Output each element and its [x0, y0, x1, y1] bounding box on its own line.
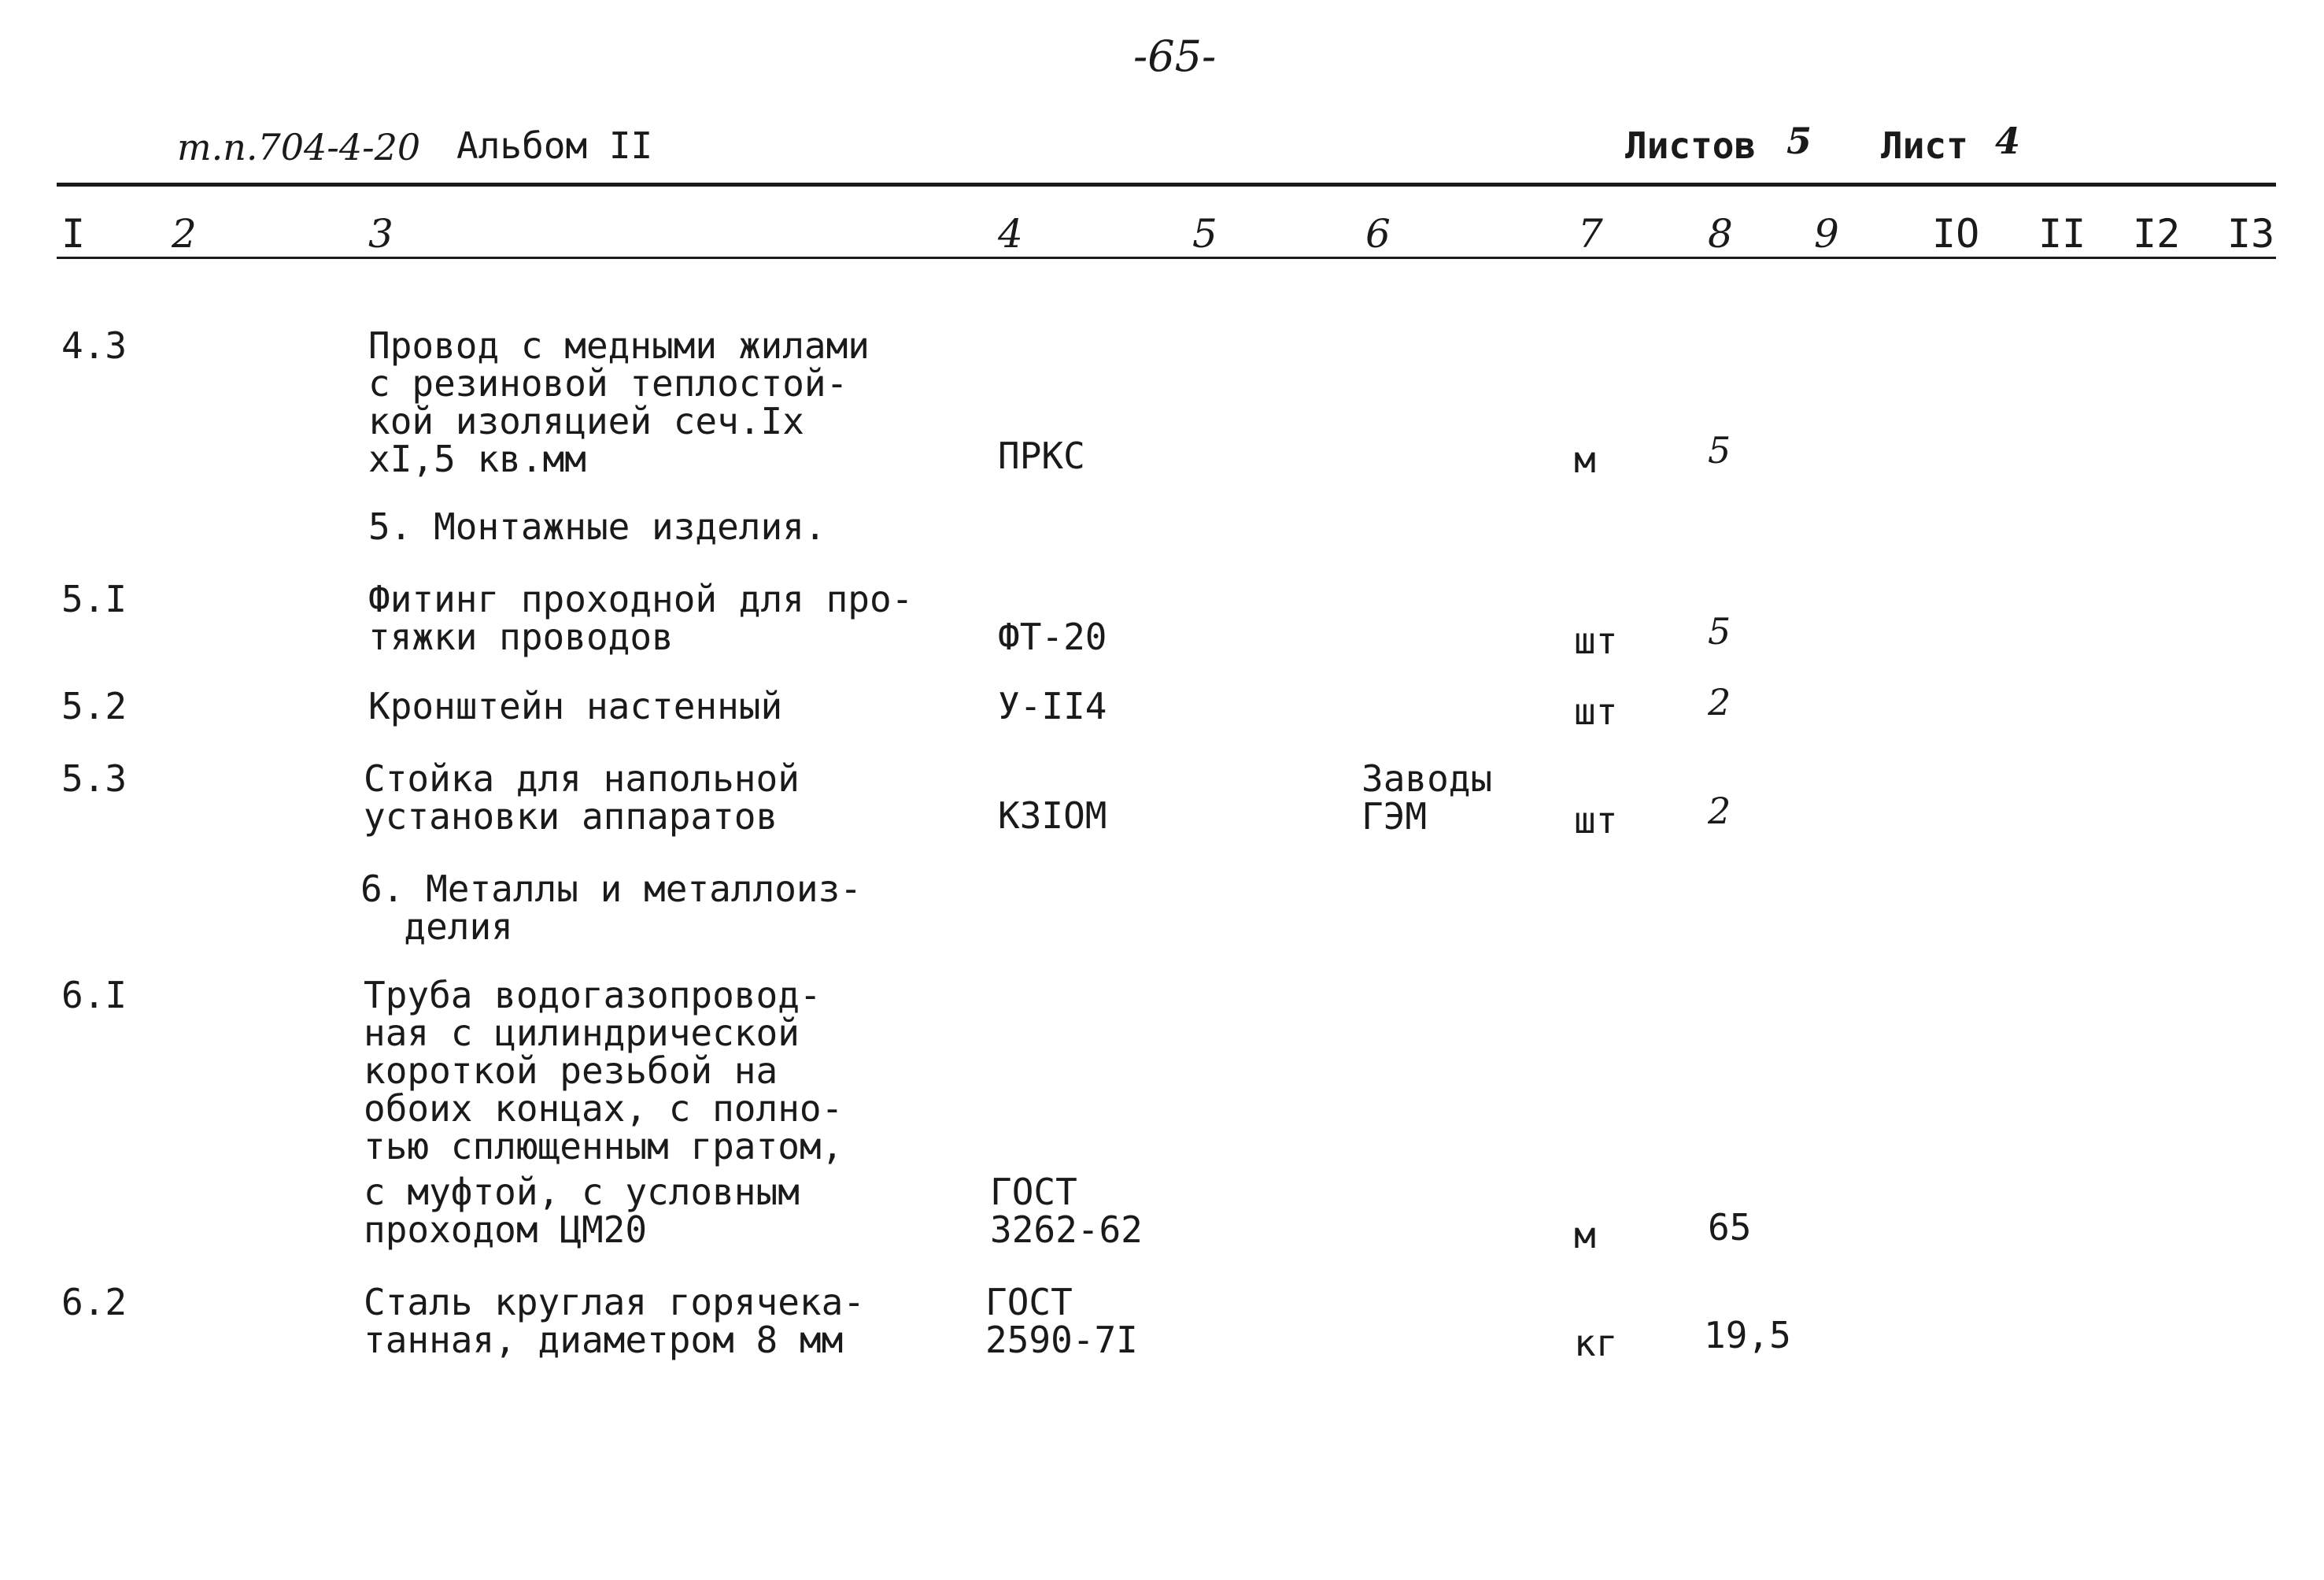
item-number: 5.3: [61, 757, 127, 800]
sheets-total-value: 5: [1786, 120, 1812, 162]
column-number: 6: [1365, 211, 1391, 257]
item-name: Кронштейн настенный: [368, 685, 783, 727]
page-number: -65-: [1133, 31, 1217, 81]
item-number: 5.2: [61, 685, 127, 727]
album-label: Альбом II: [456, 124, 653, 167]
section-heading: 5. Монтажные изделия.: [368, 505, 826, 548]
column-number: 4: [998, 211, 1023, 257]
column-number: IO: [1932, 211, 1980, 257]
item-quantity: 5: [1708, 610, 1731, 653]
item-unit: шт: [1574, 690, 1618, 733]
column-number: 3: [368, 211, 393, 257]
column-number: I: [61, 211, 86, 257]
item-number: 6.2: [61, 1281, 127, 1323]
project-code: т.п.704-4-20: [177, 126, 421, 168]
column-number: II: [2038, 211, 2086, 257]
item-name: Фитинг проходной для про- тяжки проводов: [368, 578, 914, 658]
sheet-number: 4: [1995, 120, 2021, 162]
item-mark: У-II4: [998, 685, 1107, 727]
item-mark: ГОСТ 3262-62: [990, 1171, 1143, 1251]
item-mark: ГОСТ 2590-7I: [985, 1281, 1138, 1361]
column-number: 8: [1708, 211, 1733, 257]
header-rule: [57, 183, 2276, 187]
item-quantity: 65: [1708, 1206, 1752, 1249]
item-unit: шт: [1574, 620, 1618, 662]
item-unit: кг: [1574, 1322, 1618, 1364]
item-name: Провод с медными жилами с резиновой теплостой- кой изоляцией сеч.Iх хI,5 кв.мм: [368, 324, 870, 480]
column-number: 7: [1578, 211, 1603, 257]
column-number: 9: [1814, 211, 1839, 257]
item-mark: ФТ-20: [998, 616, 1107, 658]
item-unit: шт: [1574, 799, 1618, 842]
item-quantity: 5: [1708, 429, 1731, 472]
item-mark: К3IОМ: [998, 794, 1107, 837]
item-number: 5.I: [61, 578, 127, 620]
column-header-rule: [57, 257, 2276, 259]
sheets-total-label: Листов: [1625, 124, 1757, 167]
item-number: 6.I: [61, 974, 127, 1016]
section-heading: 6. Металлы и металлоиз- делия: [360, 868, 862, 948]
item-supplier: Заводы ГЭМ: [1362, 757, 1493, 838]
item-name: Труба водогазопровод- ная с цилиндрической короткой резьбой на обоих концах, с полно- тью сплющенным гратом,: [364, 974, 844, 1167]
item-name: с муфтой, с условным проходом ЦМ20: [364, 1171, 800, 1251]
item-unit: м: [1574, 438, 1596, 481]
item-quantity: 2: [1708, 681, 1731, 723]
column-number: I3: [2227, 211, 2275, 257]
column-number: 5: [1192, 211, 1217, 257]
column-number: 2: [172, 211, 197, 257]
item-mark: ПРКС: [998, 435, 1085, 477]
item-name: Стойка для напольной установки аппаратов: [364, 757, 800, 838]
item-number: 4.3: [61, 324, 127, 367]
sheet-label: Лист: [1881, 124, 1968, 167]
column-number: I2: [2133, 211, 2181, 257]
item-quantity: 2: [1708, 790, 1731, 832]
item-unit: м: [1574, 1214, 1596, 1256]
item-quantity: 19,5: [1704, 1314, 1791, 1356]
item-name: Сталь круглая горячека- танная, диаметром 8 мм: [364, 1281, 865, 1361]
